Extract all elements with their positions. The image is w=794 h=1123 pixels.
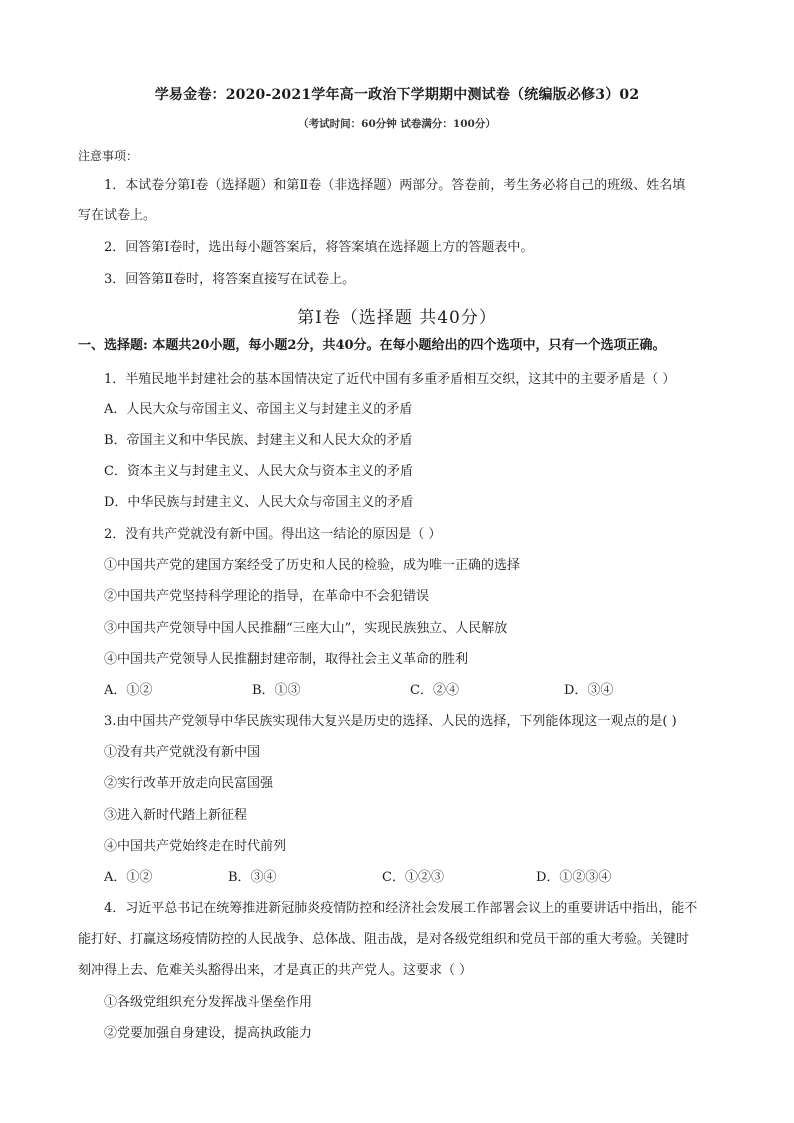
- exam-title: 学易金卷：2020-2021学年高一政治下学期期中测试卷（统编版必修3）02: [154, 87, 640, 103]
- q3-statement-2: ②实行改革开放走向民富国强: [104, 776, 274, 791]
- q3-stem: 3.由中国共产党领导中华民族实现伟大复兴是历史的选择、人民的选择，下列能体现这一观点的是( ): [104, 714, 677, 729]
- q4-statement-2: ②党要加强自身建设，提高执政能力: [104, 1026, 313, 1041]
- q2-stem: 2．没有共产党就没有新中国。得出这一结论的原因是（ ）: [104, 527, 442, 542]
- q3-option-b: B．③④: [228, 870, 277, 885]
- q3-option-c: C．①②③: [382, 870, 444, 885]
- q4-stem-line-2: 能打好、打赢这场疫情防控的人民战争、总体战、阻击战，是对各级党组织和党员干部的重大考验。关键时: [78, 932, 690, 947]
- notice-item-3: 3．回答第Ⅱ卷时，将答案直接写在试卷上。: [104, 272, 356, 287]
- notice-heading: 注意事项：: [78, 149, 139, 163]
- q4-stem-line-1: 4．习近平总书记在统筹推进新冠肺炎疫情防控和经济社会发展工作部署会议上的重要讲话中指出，能不: [104, 901, 698, 916]
- q3-option-d: D．①②③④: [536, 870, 612, 885]
- q4-statement-1: ①各级党组织充分发挥战斗堡垒作用: [104, 995, 313, 1010]
- q3-statement-1: ①没有共产党就没有新中国: [104, 745, 261, 760]
- q2-option-b: B．①③: [252, 683, 301, 698]
- q2-statement-3: ③中国共产党领导中国人民推翻“三座大山”，实现民族独立、人民解放: [104, 621, 508, 636]
- q4-stem-line-3: 刻冲得上去、危难关头豁得出来，才是真正的共产党人。这要求（ ）: [78, 963, 473, 978]
- q2-option-a: A．①②: [104, 683, 153, 698]
- q1-option-c: C．资本主义与封建主义、人民大众与资本主义的矛盾: [104, 464, 413, 479]
- q1-option-d: D．中华民族与封建主义、人民大众与帝国主义的矛盾: [104, 495, 414, 510]
- q3-statement-4: ④中国共产党始终走在时代前列: [104, 839, 287, 854]
- notice-item-1-line-1: 1．本试卷分第Ⅰ卷（选择题）和第Ⅱ卷（非选择题）两部分。答卷前，考生务必将自己的班级、姓名填: [104, 178, 686, 193]
- q3-option-a: A．①②: [104, 870, 153, 885]
- q1-option-b: B．帝国主义和中华民族、封建主义和人民大众的矛盾: [104, 433, 413, 448]
- q1-option-a: A．人民大众与帝国主义、帝国主义与封建主义的矛盾: [104, 402, 413, 417]
- section-instruction: 一、选择题: 本题共20小题，每小题2分，共40分。在每小题给出的四个选项中，只有一个选项正确。: [78, 338, 666, 353]
- q1-stem: 1．半殖民地半封建社会的基本国情决定了近代中国有多重矛盾相互交织，这其中的主要矛盾是（ ）: [104, 372, 676, 387]
- q2-statement-2: ②中国共产党坚持科学理论的指导，在革命中不会犯错误: [104, 589, 430, 604]
- notice-item-2: 2．回答第Ⅰ卷时，选出每小题答案后，将答案填在选择题上方的答题表中。: [104, 240, 534, 255]
- exam-subtitle: （考试时间：60分钟 试卷满分：100分）: [298, 118, 496, 130]
- q2-statement-4: ④中国共产党领导人民推翻封建帝制，取得社会主义革命的胜利: [104, 652, 469, 667]
- section-title: 第Ⅰ卷（选择题 共40分）: [297, 308, 497, 328]
- q2-statement-1: ①中国共产党的建国方案经受了历史和人民的检验，成为唯一正确的选择: [104, 558, 521, 573]
- q2-option-d: D．③④: [564, 683, 614, 698]
- q3-statement-3: ③进入新时代踏上新征程: [104, 808, 248, 823]
- notice-item-1-line-2: 写在试卷上。: [78, 208, 157, 223]
- q2-option-c: C．②④: [410, 683, 459, 698]
